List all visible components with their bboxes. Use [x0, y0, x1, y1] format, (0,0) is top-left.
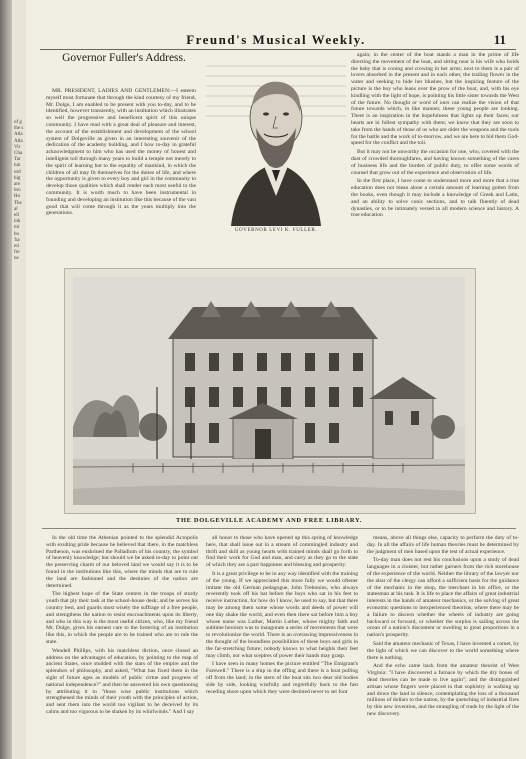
paragraph: MR. PRESIDENT, LADIES AND GENTLEMEN:—I esteem myself most fortunate that through the kind courtesy of my friend, Mr. Dolge, I am enabled to be present with you to-day, and to be identified, however transiently, with an institution which illustrates so well the progressive and beneficent spirit of this unique community. I have read with a great deal of pleasure and interest, the account of the establishment and development of the school system of Dolgeville as given in an interesting souvenir of the dedication of the academy building, and I bow to-day in grateful acknowledgment to him who has used the money of honest and intelligent toil through many years to build a temple not merely to the spirit of learning but to the equality of mankind, in which the children of all may fit themselves for the duties of life, and where the opportunity is given to every boy and girl in the community to develop those qualities which shall render each most useful to the community. It is worth much to have been instrumental in founding and developing an institution like this because of the vast good that will come through it as the years multiply into the generations.	[46, 88, 196, 217]
photo-caption: THE DOLGEVILLE ACADEMY AND FREE LIBRARY.	[175, 517, 363, 524]
paragraph: To-day man does not rest his conclusions upon a study of dead languages in a cloister, but rather garners from the rich storehouse of the experience of the world. Neither the library of the lawyer nor the altar of the clergy can afford a sufficient basis for the guidance of the mechanic in the shop, the merchant in his office, or the statesman at his task. It is life to place the affairs of great industrial interests in the hands of amateur mechanics, or the solving of great economic questions to inexperienced theorists, where there may be a failure to discern whether the wheels of industry are going backward or forward, or whether the surplus is sailing across the ocean of a nation's discontent or swelling to great proportions in a nation's prosperity.	[367, 557, 519, 639]
page-fragment: Atla	[14, 132, 23, 138]
paragraph: In the old time the Athenian pointed to the splendid Acropolis with exulting pride because he believed that there, in the matchless Parthenon, was enshrined the Palladium of his country, the symbol of heavenly knowledge; but should we be asked to-day to point out the preserving charm of our beloved land we would say it is to be found in the institutions like this, where the minds that are to rule the land are fashioned and the destinies of the nation are determined.	[46, 535, 198, 589]
page-fragment: ord	[14, 169, 21, 175]
page-fragment: bu	[14, 231, 19, 237]
book-gutter	[0, 0, 12, 759]
portrait-engraving	[206, 56, 346, 226]
article-intro-column	[46, 88, 196, 219]
bottom-column-2	[206, 535, 358, 697]
paragraph: again; in the center of the boat stands a man in the prime of life directing the movement of the boat, and sitting near is his wife who holds the baby that is cooing and crowing in her arms; next to them is a pair of lovers absorbed in the present and in each other, the trailing flower in the water and seeking to hide her blushes, but the inspiring feature of the picture is the boy who leans over the prow of the boat, and, with his eye kindling with the light of hope, is pointing his little sister towards the West of the future. No thought or word of ours can realize the vision of that future towards which, in like manner, these young people are looking. There is an inspiration in the hopefulness that lights up their faces; our hearts are in fullest sympathy with them; we know that they are soon to take from the hands of those of us who are older the weapons and the tools for the battle and the work of to-morrow, and we are here to bid them God-speed for the conflict and the toil.	[351, 52, 520, 147]
academy-photograph	[73, 277, 465, 505]
paragraph: And the echo came back from the amateur theorist of West Virginia: "I have discovered a furnace by which the dry bones of dead theories can be made to live again"; and the distinguished artisan whose fingers were placed in that sophistry is walking up and down the land in silence, contemplating the loss of a thousand millions of dollars to the nation, by the quenching of industrial fires by this new invention, and the strangling of trade by the light of the new discovery.	[367, 663, 519, 717]
page-fragment: ne	[14, 256, 19, 262]
page-fragment: mi	[14, 225, 20, 231]
page-fragment: 'ha	[14, 237, 20, 243]
page-fragment: Tar	[14, 157, 21, 163]
page	[26, 0, 526, 759]
governor-portrait	[206, 56, 346, 226]
page-fragment: are	[14, 182, 21, 188]
paragraph: means, above all things else, capacity to perform the duty of to-day. In all the affairs of life human theories must be determined by the judgment of men based upon the test of actual experience.	[367, 535, 519, 555]
header-rule	[40, 49, 516, 50]
page-fragment: al	[14, 206, 18, 212]
page-fragment: hig	[14, 175, 21, 181]
page-fragment: ink	[14, 219, 21, 225]
publication-title: Freund's Musical Weekly.	[186, 32, 366, 47]
page-number: 11	[493, 32, 506, 47]
page-fragment: of g	[14, 120, 22, 125]
portrait-caption: GOVERNOR LEVI K. FULLER.	[234, 228, 318, 233]
page-fragment: Vir	[14, 144, 21, 150]
page-fragment: Ho	[14, 194, 21, 200]
bottom-column-3	[367, 535, 519, 720]
page-fragment: Cha	[14, 151, 23, 157]
page-fragment: Atla	[14, 138, 23, 144]
page-fragment: The	[14, 200, 22, 206]
photo-rule	[42, 528, 516, 529]
article-title: Governor Fuller's Address.	[62, 52, 186, 64]
page-fragment: the s	[14, 126, 24, 132]
paragraph: Wendell Phillips, with his matchless diction, once closed an address on the advantages of education, by pointing to the map of ancient States, once studded with the stars of the empire and the splendors of philosophy, and asked, "What has fixed them in the sight of future ages as models of public virtue and progress of national independence?" and then he answered his own questioning by attributing it to "those wise public institutions which strengthened the minds of their youth with the principles of action, and sent them into the world too vigilant to be deceived by its calms and too vigorous to be shaken by its whirlwinds." And I say	[46, 647, 198, 715]
paragraph: But it may not be unworthy the occasion for one, who, covered with the dust of crowded thoroughfares, and having known something of the cares of business life and the burden of public duty, to offer some words of counsel that grow out of the experience and observation of life.	[351, 149, 519, 176]
paragraph: It is a great privilege to be in any way identified with the training of the young. If we appreciated this more fully we would oftener imitate the old German pedagogue, John Trebonius, who always reverently took off his hat before the boys who sat in his feet to receive instruction, for how do I know, he used to say, but that there may be among them some whose words and deeds of power will one day shake the world, and even then there sat before him a boy whose name was Luther, Martin Luther, whose mighty faith and sublime heroism was to inaugurate a series of movements that were to revolutionize the world. There is an overawing impressiveness in the thought of the boundless possibilities of these boys and girls in the far-stretching future; nobody knows to what heights their feet may climb, nor what sceptres of power their hands may grasp.	[206, 570, 358, 659]
previous-page-fragments	[12, 120, 26, 263]
previous-page-edge	[12, 0, 26, 759]
paragraph: The highest hope of the State centers in the troops of sturdy youth that ply their task at the school-house desk; and he serves his country best, and guards most wisely the suffrage of a free people, and strengthens the nation to resist encroachments upon its liberty, and who in this way is the most useful citizen, who, like my friend Mr. Dolge, gives his earnest care to the fostering of an institution like this, in which the people are to be trained who are to rule the state.	[46, 591, 198, 645]
bottom-column-1	[46, 535, 198, 718]
paragraph: all honor to those who have opened up this spring of knowledge here, that shall issue out in a stream of commingled industry and thrift and skill as young hearts with trained minds shall go forth to find their work for God and man, and carry as they go to the state of which they are a part happiness and blessing and prosperity.	[206, 535, 358, 569]
academy-photo-frame	[64, 268, 476, 514]
page-fragment: tun	[14, 163, 21, 169]
paragraph: I have seen in many homes the picture entitled "The Emigrant's Farewell." There is a ship in the offing and there is a boat pulling off from the land; in the stern of the boat sits two dear old bodies side by side, looking wistfully and regretfully back to the fast receding shore upon which they were destined never to set foot	[206, 661, 358, 695]
page-fragment: fre	[14, 250, 20, 256]
paragraph: In the first place, I have come to understand more and more that a true education does not mean alone a certain amount of learning gotten from the books, even though it may include a knowledge of Greek and Latin, and an ability to solve conic sections, and to talk fluently of dead dynasties, or to be intimately versed in all modern science and history. A true education	[351, 178, 519, 219]
article-right-column	[351, 52, 519, 221]
page-fragment: bro	[14, 188, 21, 194]
paragraph: Said the amateur mechanic of Texas, I have invented a comet, by the light of which we can discover to the world something where there is nothing.	[367, 640, 519, 661]
page-fragment: ed	[14, 244, 19, 250]
page-fragment: ell	[14, 213, 19, 219]
